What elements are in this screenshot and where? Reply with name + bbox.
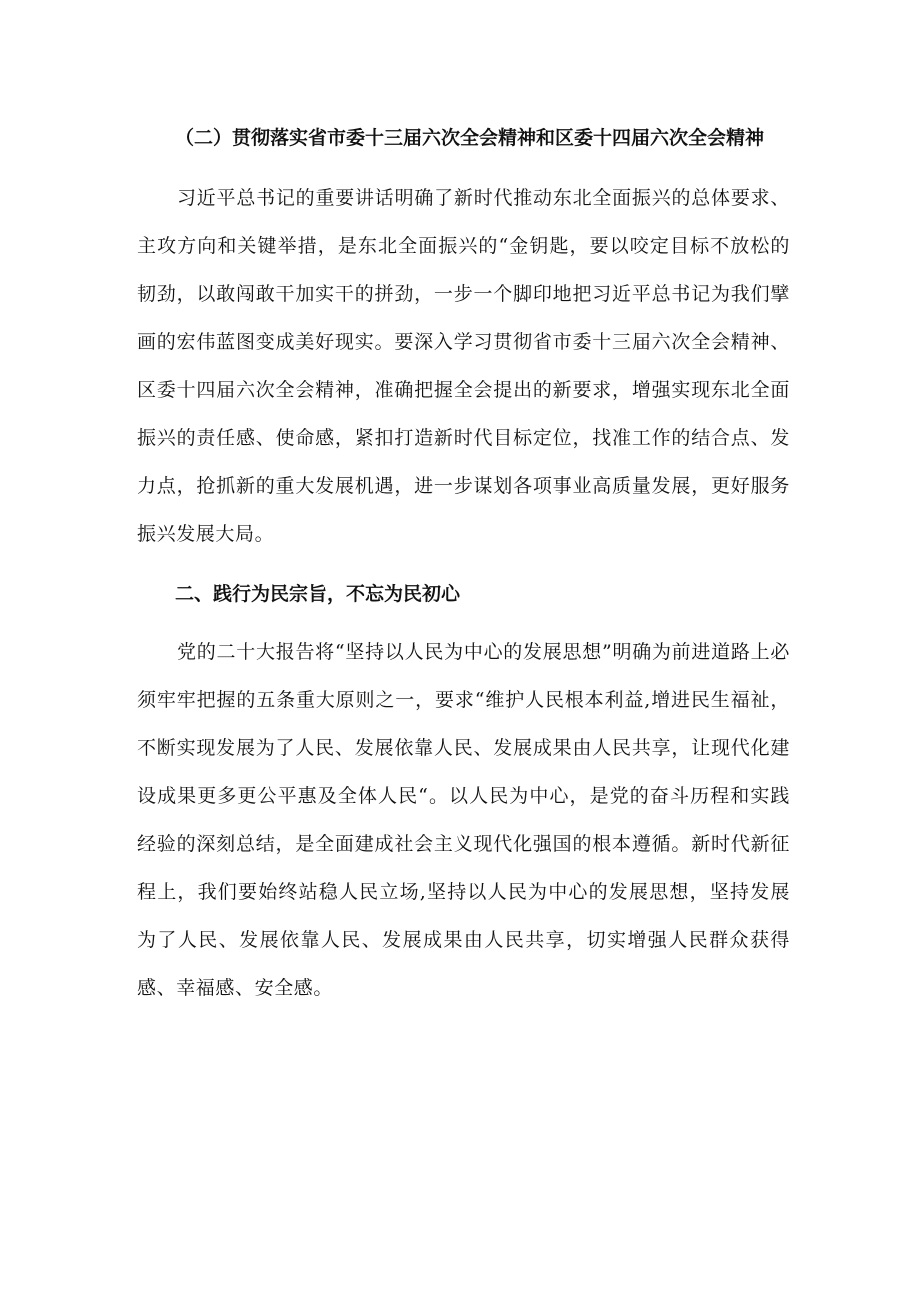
paragraph-1: 习近平总书记的重要讲话明确了新时代推动东北全面振兴的总体要求、主攻方向和关键举措，是东北全面振兴的“金钥匙，要以咬定目标不放松的韧劲，以敢闯敢干加实干的拼劲，一步一个脚印地把习近平总书记为我们擘画的宏伟蓝图变成美好现实。要深入学习贯彻省市委十三届六次全会精神、区委十四届六次全会精神，准确把握全会提出的新要求，增强实现东北全面振兴的责任感、使命感，紧扣打造新时代目标定位，找准工作的结合点、发力点，抢抓新的重大发展机遇，进一步谋划各项事业高质量发展，更好服务振兴发展大局。: [137, 187, 790, 545]
paragraph-2: 党的二十大报告将“坚持以人民为中心的发展思想”明确为前进道路上必须牢牢把握的五条重大原则之一，要求“维护人民根本利益,增进民生福祉，不断实现发展为了人民、发展依靠人民、发展成果由人民共享，让现代化建设成果更多更公平惠及全体人民“。以人民为中心，是党的奋斗历程和实践经验的深刻总结，是全面建成社会主义现代化强国的根本遵循。新时代新征程上，我们要始终站稳人民立场,坚持以人民为中心的发展思想，坚持发展为了人民、发展依靠人民、发展成果由人民共享，切实增强人民群众获得感、幸福感、安全感。: [137, 641, 790, 999]
sub-heading: （二）贯彻落实省市委十三届六次全会精神和区委十四届六次全会精神: [175, 127, 765, 149]
section-heading: 二、践行为民宗旨，不忘为民初心: [175, 583, 461, 605]
